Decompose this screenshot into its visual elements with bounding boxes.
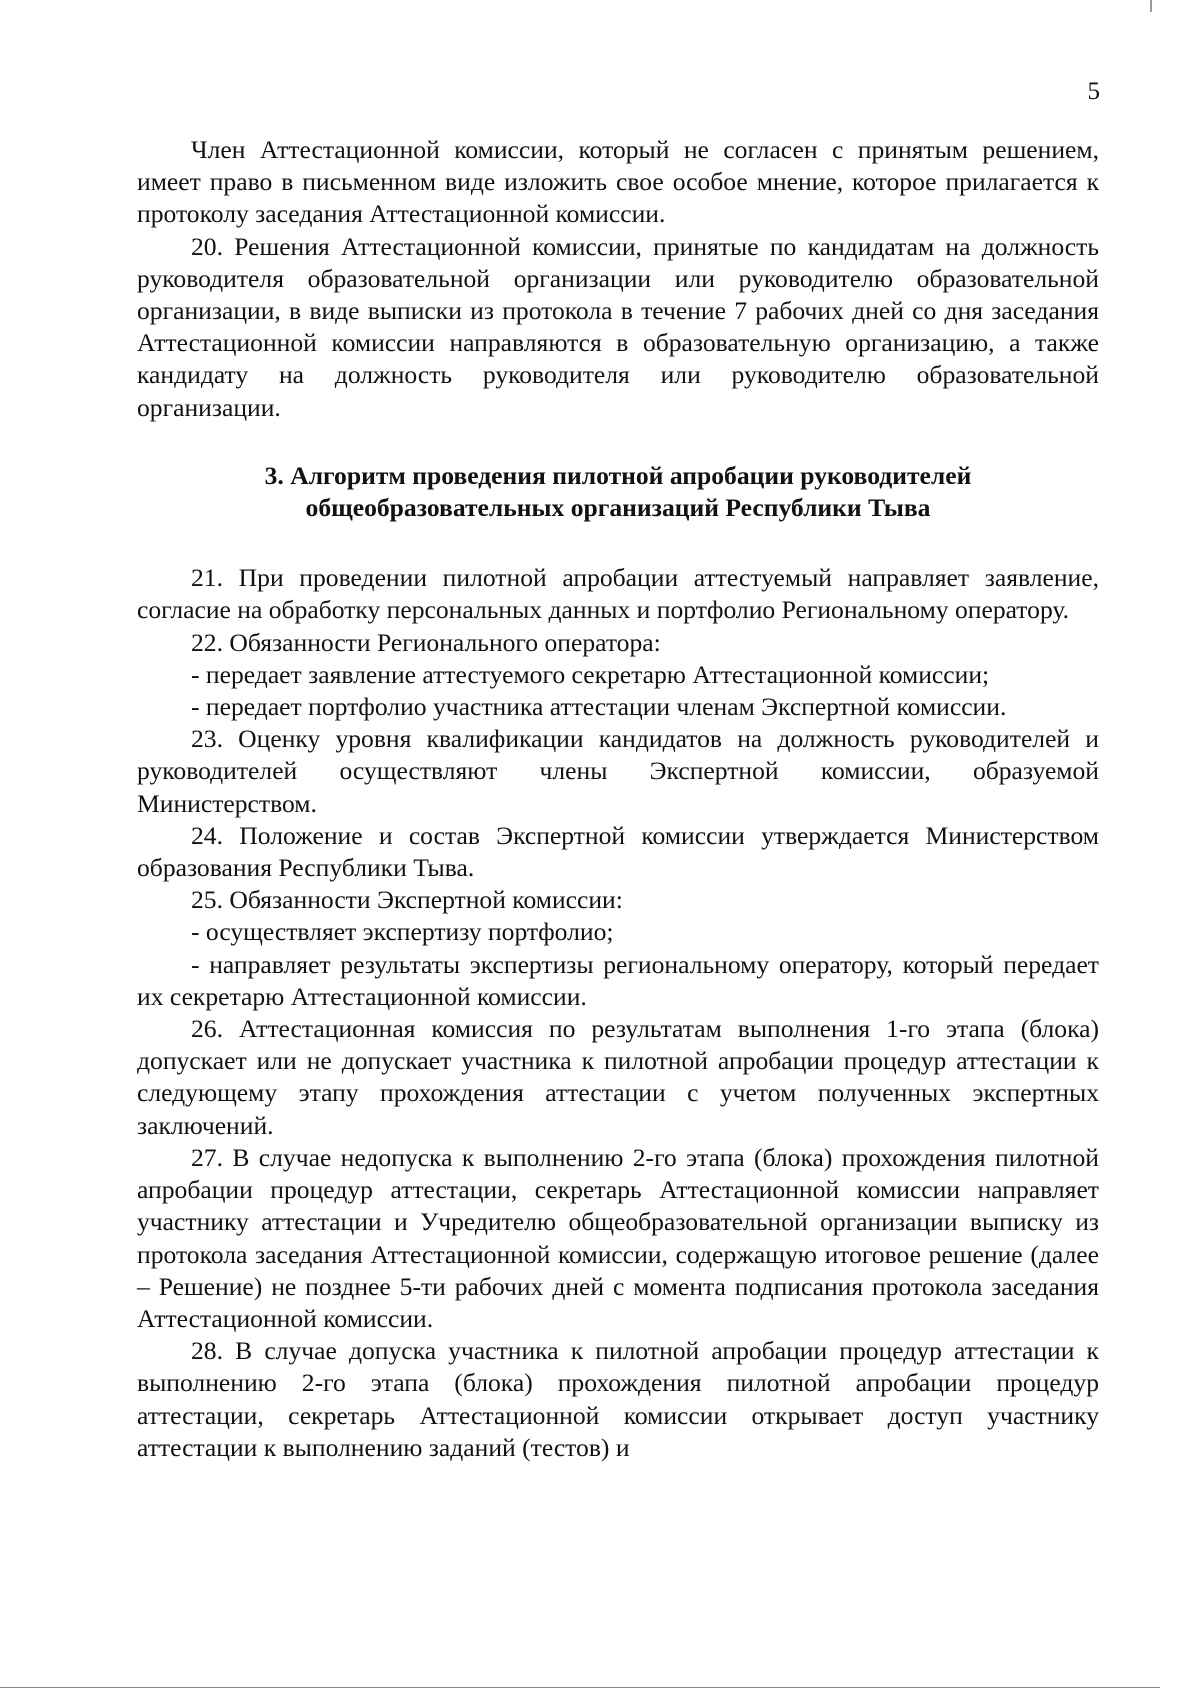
paragraph-22: 22. Обязанности Регионального оператора: bbox=[191, 627, 661, 657]
paragraph-dissent: Член Аттестационной комиссии, который не согласен с принятым решением, имеет право в письменном виде изложить свое особое мнение, которое прилагается к протоколу заседания Аттестационной комиссии. bbox=[137, 135, 1099, 229]
scan-bottom-line bbox=[0, 1687, 1160, 1688]
paragraph-21: 21. При проведении пилотной апробации аттестуемый направляет заявление, согласие на обработку персональных данных и портфолио Региональному оператору. bbox=[137, 563, 1099, 625]
scan-edge-mark bbox=[1150, 0, 1152, 12]
document-body bbox=[137, 134, 1099, 1464]
section-heading bbox=[137, 460, 1099, 524]
paragraph-27: 27. В случае недопуска к выполнению 2-го этапа (блока) прохождения пилотной апробации процедур аттестации, секретарь Аттестационной комиссии направляет участнику аттестации и Учредителю общеобразовательной организации выписку из протокола заседания Аттестационной комиссии, содержащую итоговое решение (далее – Решение) не позднее 5-ти рабочих дней с момента подписания протокола заседания Аттестационной комиссии. bbox=[137, 1142, 1099, 1333]
list-item-22-2: - передает портфолио участника аттестации членам Экспертной комиссии. bbox=[191, 692, 1007, 722]
list-item-22-1: - передает заявление аттестуемого секретарю Аттестационной комиссии; bbox=[191, 659, 990, 689]
paragraph-20: 20. Решения Аттестационной комиссии, принятые по кандидатам на должность руководителя образовательной организации или руководителю образовательной организации, в виде выписки из протокола в течение 7 рабочих дней со дня заседания Аттестационной комиссии направляются в образовательную организацию, а также кандидату на должность руководителя или руководителю образовательной организации. bbox=[137, 231, 1099, 422]
list-item-25-2: - направляет результаты экспертизы региональному оператору, который передает их секретарю Аттестационной комиссии. bbox=[137, 949, 1099, 1011]
paragraph-26: 26. Аттестационная комиссия по результатам выполнения 1-го этапа (блока) допускает или не допускает участника к пилотной апробации процедур аттестации к следующему этапу прохождения аттестации с учетом полученных экспертных заключений. bbox=[137, 1014, 1099, 1140]
paragraph-25: 25. Обязанности Экспертной комиссии: bbox=[191, 885, 623, 915]
page-number: 5 bbox=[1087, 78, 1100, 105]
paragraph-23: 23. Оценку уровня квалификации кандидатов на должность руководителей и руководителей осуществляют члены Экспертной комиссии, образуемой Министерством. bbox=[137, 724, 1099, 818]
section-heading-line-1: 3. Алгоритм проведения пилотной апробации руководителей bbox=[264, 460, 972, 490]
section-heading-line-2: общеобразовательных организаций Республики Тыва bbox=[305, 493, 931, 523]
paragraph-28: 28. В случае допуска участника к пилотной апробации процедур аттестации к выполнению 2-го этапа (блока) прохождения пилотной апробации процедур аттестации, секретарь Аттестационной комиссии открывает доступ участнику аттестации к выполнению заданий (тестов) и bbox=[137, 1336, 1099, 1462]
paragraph-24: 24. Положение и состав Экспертной комиссии утверждается Министерством образования Республики Тыва. bbox=[137, 820, 1099, 883]
list-item-25-1: - осуществляет экспертизу портфолио; bbox=[191, 917, 614, 947]
